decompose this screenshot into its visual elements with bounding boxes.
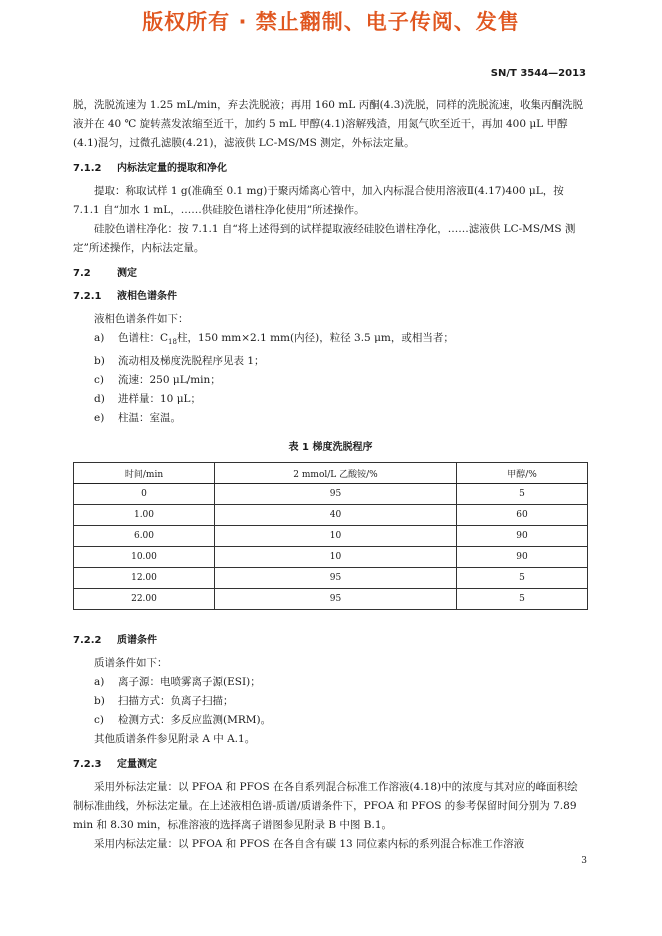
table-row	[74, 526, 588, 547]
list-text: 检测方式：多反应监测(MRM)。	[118, 714, 272, 727]
table-row	[74, 505, 588, 526]
standard-code: SN/T 3544—2013	[490, 68, 586, 79]
table-cell: 5	[457, 568, 588, 589]
section-7-2-heading	[73, 267, 588, 281]
list-text: 离子源：电喷雾离子源(ESI)；	[118, 676, 261, 689]
list-text: 扫描方式：负离子扫描；	[118, 695, 234, 708]
table-cell: 10	[215, 547, 457, 568]
table-title: 表 1 梯度洗脱程序	[288, 442, 373, 454]
list-text: 色谱柱：$C_{18}$柱，150 mm×2.1 mm(内径)，粒径 3.5 μm，或相当者；	[118, 332, 454, 347]
paragraph: 硅胶色谱柱净化：按 7.1.1 自“将上述得到的试样提取液经硅胶色谱柱净化，……滤液供 LC-MS/MS 测定”所述操作，内标法定量。	[73, 223, 576, 254]
list-label: c)	[94, 374, 104, 387]
list-label: e)	[94, 412, 105, 425]
table-cell: 90	[457, 526, 588, 547]
list-item	[73, 371, 588, 390]
table-row	[74, 547, 588, 568]
list-label: d)	[94, 393, 105, 406]
list-label: a)	[94, 332, 105, 344]
gradient-table	[73, 462, 588, 610]
table-header-row	[74, 463, 588, 484]
section-title: 液相色谱条件	[117, 291, 177, 302]
paragraph: 采用外标法定量：以 PFOA 和 PFOS 在各自系列混合标准工作溶液(4.18)中的浓度与其对应的峰面积绘制标准曲线，外标法定量。在上述液相色谱-质谱/质谱条件下，PFOA 和 PFOS 的参考保留时间分别为 7.89 min 和 8.30 min，标准溶液的选择离子谱图参见附录 B 中图 B.1。	[73, 781, 578, 832]
table-cell: 1.00	[74, 505, 215, 526]
table-cell: 10	[215, 526, 457, 547]
table-row	[74, 589, 588, 610]
table-cell: 0	[74, 484, 215, 505]
list-text: 进样量：10 μL；	[118, 393, 201, 406]
column-header: 时间/min	[74, 463, 215, 484]
table-cell: 95	[215, 484, 457, 505]
list-label: c)	[94, 714, 104, 727]
table-cell: 5	[457, 589, 588, 610]
section-7-2-3-heading	[73, 758, 588, 772]
section-number: 7.2.1	[73, 291, 102, 302]
section-title: 定量测定	[117, 759, 157, 771]
list-item	[73, 390, 588, 409]
column-header: 甲醇/%	[457, 463, 588, 484]
paragraph: 提取：称取试样 1 g(准确至 0.1 mg)于聚丙烯离心管中，加入内标混合使用溶液Ⅱ(4.17)400 μL，按 7.1.1 自“加水 1 mL，……供硅胶色谱柱净化使用”所述操作。	[73, 185, 564, 216]
paragraph: 其他质谱条件参见附录 A 中 A.1。	[94, 733, 256, 746]
list-item	[73, 711, 588, 730]
section-number: 7.2.2	[73, 635, 102, 647]
table-row	[74, 484, 588, 505]
section-7-2-1-heading	[73, 290, 588, 304]
section-title: 测定	[117, 268, 137, 279]
list-label: a)	[94, 676, 105, 689]
paragraph: 液相色谱条件如下：	[94, 313, 189, 325]
section-7-1-2-heading	[73, 162, 588, 176]
intro-paragraph: 脱，洗脱流速为 1.25 mL/min，弃去洗脱液；再用 160 mL 丙酮(4.3)洗脱，同样的洗脱流速，收集丙酮洗脱液并在 40 ℃ 旋转蒸发浓缩至近干，加约 5 mL 甲醇(4.1)溶解残渣，用氮气吹至近干，再加 400 μL 甲醇(4.1)混匀，过微孔滤膜(4.21)，滤液供 LC-MS/MS 测定，外标法定量。	[73, 99, 583, 149]
list-item	[73, 409, 588, 428]
list-text: 柱温：室温。	[118, 412, 181, 425]
table-cell: 90	[457, 547, 588, 568]
table-cell: 12.00	[74, 568, 215, 589]
list-item	[73, 692, 588, 711]
list-text: 流速：250 μL/min；	[118, 374, 221, 387]
table-cell: 6.00	[74, 526, 215, 547]
table-row	[74, 568, 588, 589]
list-item	[73, 329, 588, 352]
paragraph: 质谱条件如下：	[94, 657, 168, 670]
list-item	[73, 673, 588, 692]
column-header: 2 mmol/L 乙酸铵/%	[215, 463, 457, 484]
list-item	[73, 352, 588, 371]
section-number: 7.2	[73, 268, 91, 279]
document-body	[73, 96, 588, 854]
section-7-2-2-heading	[73, 634, 588, 648]
section-number: 7.2.3	[73, 759, 102, 771]
list-label: b)	[94, 695, 105, 708]
paragraph: 采用内标法定量：以 PFOA 和 PFOS 在各自含有碳 13 同位素内标的系列混合标准工作溶液	[94, 838, 525, 851]
table-cell: 22.00	[74, 589, 215, 610]
copyright-watermark: 版权所有 · 禁止翻制、电子传阅、发售	[142, 10, 520, 34]
table-cell: 40	[215, 505, 457, 526]
list-text: 流动相及梯度洗脱程序见表 1；	[118, 355, 265, 368]
list-label: b)	[94, 355, 105, 368]
table-cell: 95	[215, 589, 457, 610]
section-title: 内标法定量的提取和净化	[117, 163, 227, 174]
table-cell: 5	[457, 484, 588, 505]
section-number: 7.1.2	[73, 163, 102, 174]
table-cell: 10.00	[74, 547, 215, 568]
table-cell: 60	[457, 505, 588, 526]
table-cell: 95	[215, 568, 457, 589]
section-title: 质谱条件	[117, 635, 157, 647]
page-number: 3	[581, 856, 587, 866]
